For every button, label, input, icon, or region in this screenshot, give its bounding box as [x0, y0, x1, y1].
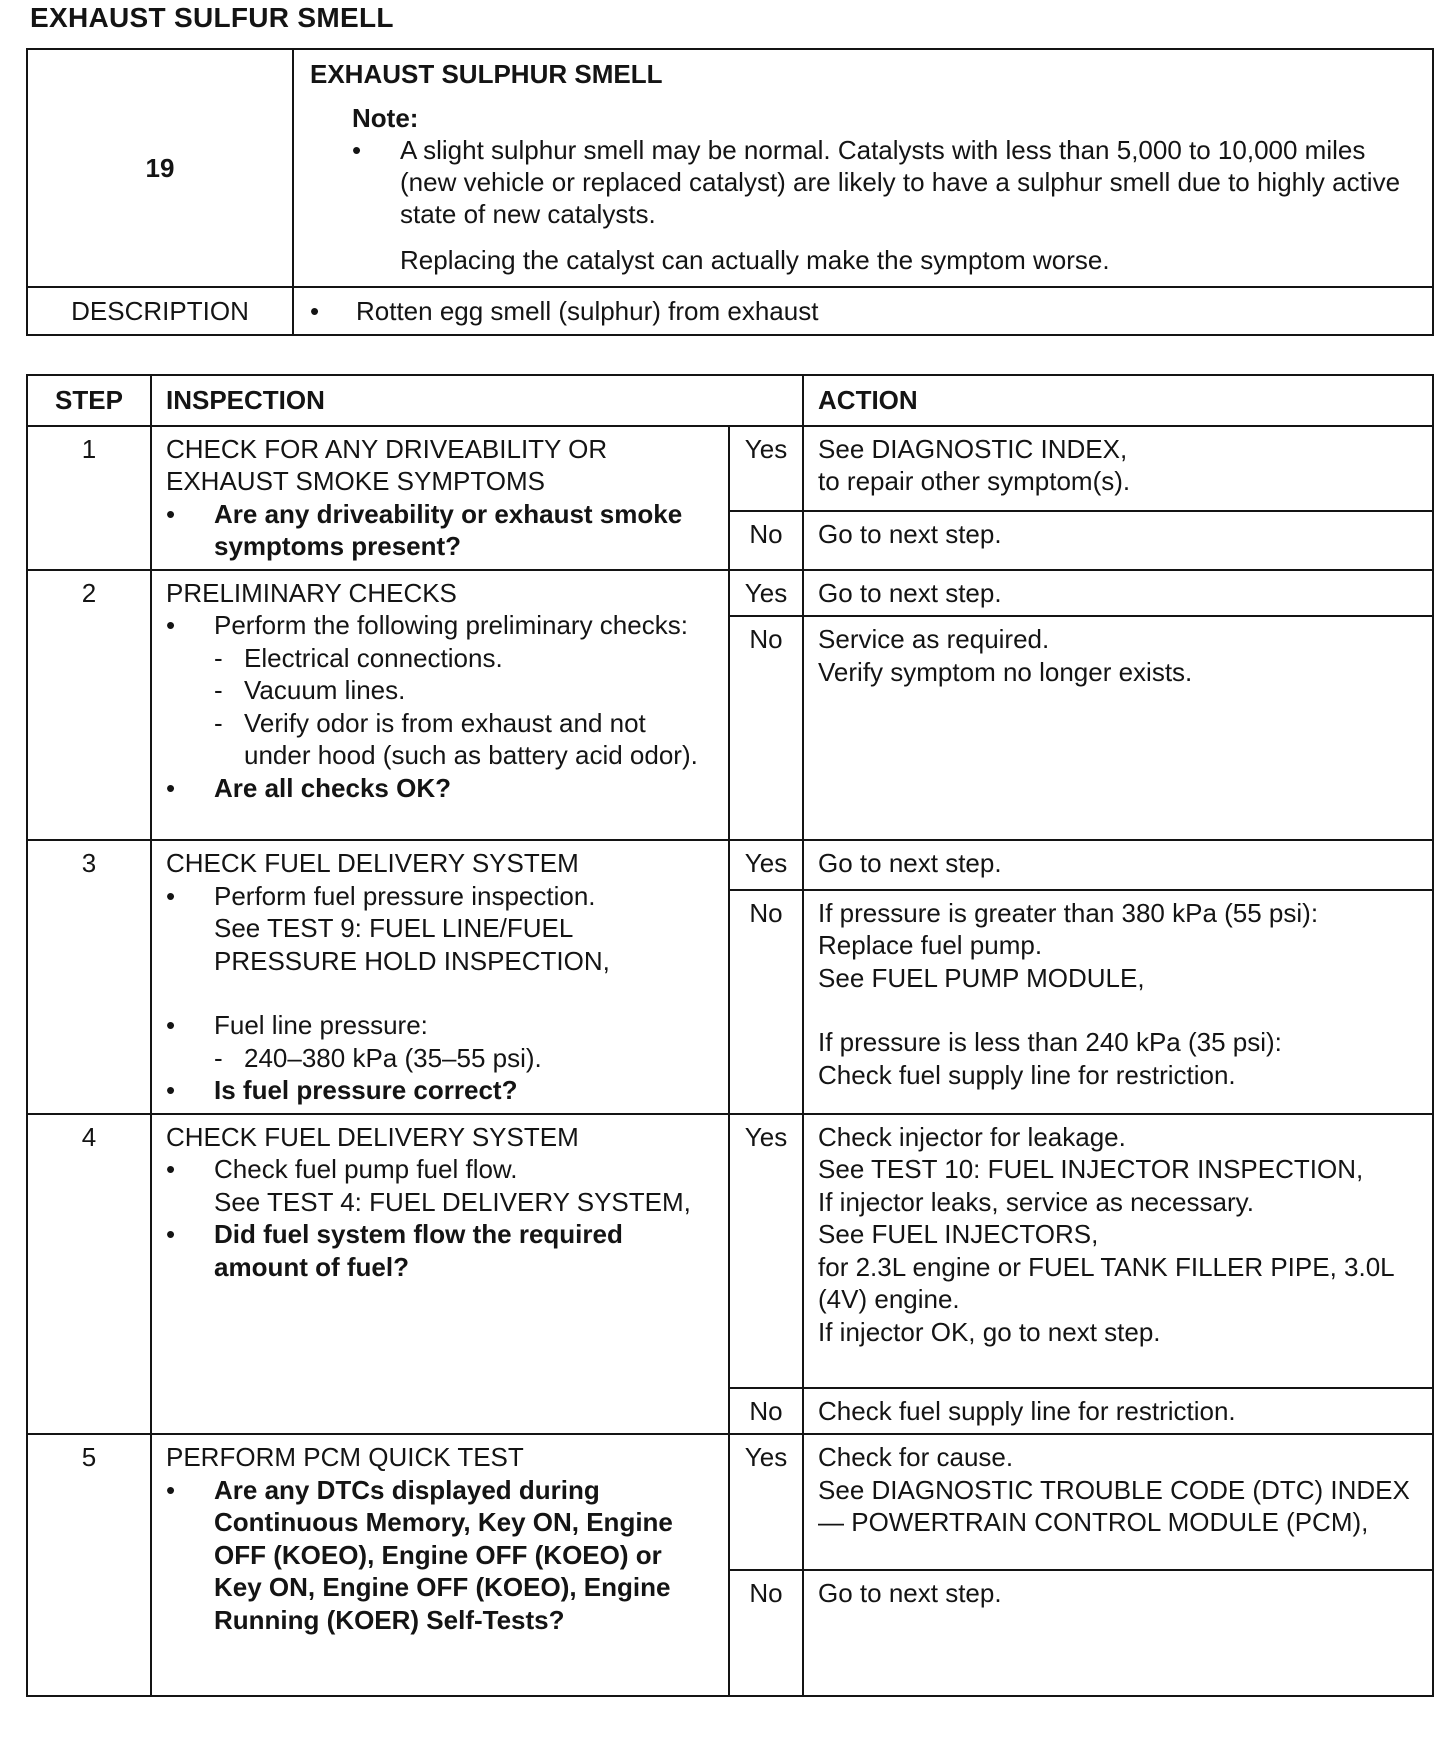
no-label: No	[729, 1570, 803, 1696]
action-line: Verify symptom no longer exists.	[818, 656, 1193, 687]
action-line: See TEST 10: FUEL INJECTOR INSPECTION,	[818, 1154, 1364, 1184]
action-line: If injector leaks, service as necessary.	[818, 1186, 1254, 1217]
bullet-marker: •	[166, 610, 176, 640]
yes-label: Yes	[729, 426, 803, 512]
steps-table	[26, 374, 1434, 1697]
yes-label: Yes	[729, 840, 803, 890]
column-header-inspection: INSPECTION	[151, 375, 803, 426]
symptom-title: EXHAUST SULPHUR SMELL	[310, 59, 663, 89]
inspection-subitem: Vacuum lines.	[244, 675, 406, 705]
yes-action	[803, 1114, 1433, 1388]
inspection-question: Is fuel pressure correct?	[214, 1075, 518, 1105]
yes-action	[803, 570, 1433, 617]
inspection-question: Are any driveability or exhaust smoke symptoms present?	[214, 498, 683, 561]
inspection-reference: See TEST 4: FUEL DELIVERY SYSTEM,	[214, 1186, 691, 1217]
dash-marker: -	[214, 707, 223, 738]
bullet-marker: •	[166, 772, 176, 803]
note-extra: Replacing the catalyst can actually make the symptom worse.	[400, 245, 1110, 275]
no-label: No	[729, 616, 803, 840]
inspection-cell	[151, 840, 729, 1114]
yes-label: Yes	[729, 1434, 803, 1570]
inspection-bullet: Check fuel pump fuel flow.	[214, 1154, 518, 1184]
action-line: Check fuel supply line for restriction.	[818, 1395, 1236, 1426]
yes-action	[803, 1434, 1433, 1570]
action-line: Service as required.	[818, 624, 1050, 654]
inspection-title: CHECK FOR ANY DRIVEABILITY OR EXHAUST SMOKE SYMPTOMS	[166, 433, 608, 496]
inspection-cell	[151, 1434, 729, 1696]
yes-label: Yes	[729, 1114, 803, 1388]
inspection-title: CHECK FUEL DELIVERY SYSTEM	[166, 848, 579, 878]
inspection-subitem: Verify odor is from exhaust and not under hood (such as battery acid odor).	[244, 707, 698, 770]
yes-label: Yes	[729, 570, 803, 617]
yes-action	[803, 840, 1433, 890]
step-number: 1	[27, 426, 151, 570]
table-row	[27, 1434, 1433, 1570]
bullet-marker: •	[166, 1075, 176, 1105]
symptom-body	[293, 49, 1433, 287]
no-action	[803, 890, 1433, 1114]
description-label: DESCRIPTION	[27, 287, 293, 335]
action-line: See FUEL PUMP MODULE,	[818, 962, 1145, 993]
bullet-marker: •	[166, 880, 176, 911]
bullet-marker: •	[166, 498, 176, 529]
action-line: Check for cause.	[818, 1442, 1014, 1472]
bullet-marker: •	[352, 135, 362, 165]
table-row	[27, 840, 1433, 890]
table-row	[27, 1114, 1433, 1388]
bullet-marker: •	[166, 1010, 176, 1040]
no-action	[803, 616, 1433, 840]
no-label: No	[729, 890, 803, 1114]
description-text: Rotten egg smell (sulphur) from exhaust	[356, 296, 819, 326]
bullet-marker: •	[166, 1474, 176, 1505]
action-line: to repair other symptom(s).	[818, 466, 1131, 496]
inspection-bullet: Perform the following preliminary checks:	[214, 610, 688, 640]
no-action	[803, 1388, 1433, 1435]
action-line: See DIAGNOSTIC INDEX,	[818, 433, 1128, 464]
action-line: Go to next step.	[818, 519, 1002, 550]
inspection-title: PRELIMINARY CHECKS	[166, 577, 457, 608]
action-line: for 2.3L engine or FUEL TANK FILLER PIPE, 3.0L (4V) engine.	[818, 1251, 1394, 1314]
action-line: Go to next step.	[818, 1578, 1002, 1608]
bullet-marker: •	[166, 1219, 176, 1249]
description-body	[293, 287, 1433, 335]
dash-marker: -	[214, 675, 223, 705]
inspection-question: Did fuel system flow the required amount of fuel?	[214, 1219, 623, 1282]
no-label: No	[729, 1388, 803, 1435]
no-action	[803, 1570, 1433, 1696]
inspection-title: PERFORM PCM QUICK TEST	[166, 1442, 524, 1472]
bullet-marker: •	[166, 1154, 176, 1184]
symptom-number: 19	[27, 49, 293, 287]
dash-marker: -	[214, 1042, 223, 1073]
inspection-question: Are all checks OK?	[214, 772, 451, 803]
step-number: 4	[27, 1114, 151, 1435]
step-number: 2	[27, 570, 151, 841]
inspection-cell	[151, 426, 729, 570]
page-title: EXHAUST SULFUR SMELL	[30, 2, 394, 33]
bullet-marker: •	[310, 296, 320, 326]
inspection-reference: See TEST 9: FUEL LINE/FUEL PRESSURE HOLD INSPECTION,	[214, 913, 610, 976]
yes-action	[803, 426, 1433, 512]
column-header-step: STEP	[27, 375, 151, 426]
inspection-bullet: Perform fuel pressure inspection.	[214, 880, 596, 911]
action-line: If pressure is less than 240 kPa (35 psi):	[818, 1027, 1282, 1058]
action-line: If injector OK, go to next step.	[818, 1316, 1161, 1347]
no-label: No	[729, 511, 803, 569]
no-action	[803, 511, 1433, 569]
step-number: 5	[27, 1434, 151, 1696]
table-row	[27, 570, 1433, 617]
note-item	[352, 134, 1416, 230]
inspection-cell	[151, 570, 729, 841]
action-line: See FUEL INJECTORS,	[818, 1219, 1099, 1249]
note-label: Note:	[352, 103, 419, 133]
table-row	[27, 426, 1433, 512]
action-line: Check injector for leakage.	[818, 1121, 1126, 1152]
note-text: A slight sulphur smell may be normal. Catalysts with less than 5,000 to 10,000 miles (new vehicle or replaced catalyst) are likely to have a sulphur smell due to highly active state of new catalysts.	[400, 135, 1401, 229]
action-line: Go to next step.	[818, 848, 1002, 878]
dash-marker: -	[214, 642, 223, 673]
table-header-row	[27, 375, 1433, 426]
action-line: Go to next step.	[818, 577, 1002, 608]
action-line: See DIAGNOSTIC TROUBLE CODE (DTC) INDEX — POWERTRAIN CONTROL MODULE (PCM),	[818, 1474, 1410, 1537]
action-line: If pressure is greater than 380 kPa (55 psi):	[818, 897, 1319, 928]
action-line: Check fuel supply line for restriction.	[818, 1059, 1236, 1090]
inspection-question: Are any DTCs displayed during Continuous Memory, Key ON, Engine OFF (KOEO), Engine OFF (KOEO) or Key ON, Engine OFF (KOEO), Engine Running (KOER) Self-Tests?	[214, 1474, 673, 1635]
inspection-title: CHECK FUEL DELIVERY SYSTEM	[166, 1121, 579, 1152]
inspection-subitem: Electrical connections.	[244, 642, 503, 673]
inspection-subitem: 240–380 kPa (35–55 psi).	[244, 1042, 542, 1073]
step-number: 3	[27, 840, 151, 1114]
inspection-bullet: Fuel line pressure:	[214, 1010, 428, 1040]
column-header-action: ACTION	[803, 375, 1433, 426]
action-line: Replace fuel pump.	[818, 930, 1043, 961]
inspection-cell	[151, 1114, 729, 1435]
symptom-header-box	[26, 48, 1434, 336]
